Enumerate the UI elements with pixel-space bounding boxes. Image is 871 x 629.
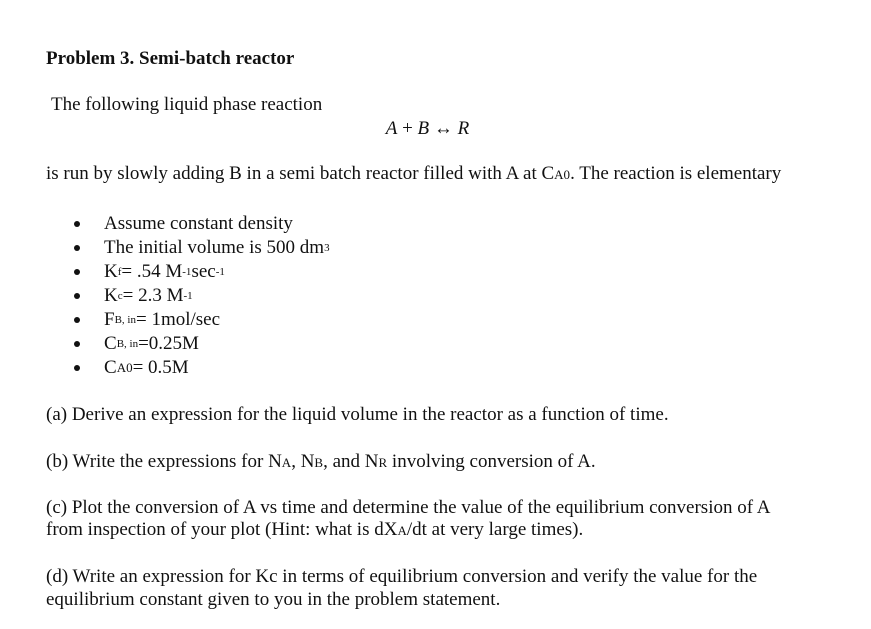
list-item: C B, in =0.25M: [74, 332, 330, 356]
list-item: K f = .54 M -1 sec -1: [74, 260, 330, 284]
list-item: C A0 = 0.5M: [74, 356, 330, 380]
given-conditions-list: [74, 212, 330, 380]
question-a: (a) Derive an expression for the liquid volume in the reactor as a function of time.: [46, 404, 669, 425]
list-item: F B, in = 1mol/sec: [74, 308, 330, 332]
bullet-icon: [74, 269, 80, 275]
question-d-line2: equilibrium constant given to you in the problem statement.: [46, 589, 501, 610]
species-r: R: [457, 118, 470, 139]
bullet-icon: [74, 341, 80, 347]
reversible-arrow-icon: ↔: [433, 118, 453, 139]
list-item: K c = 2.3 M -1: [74, 284, 330, 308]
problem-title: Problem 3. Semi-batch reactor: [46, 48, 295, 69]
run-statement: is run by slowly adding B in a semi batch reactor filled with A at CA0. The reaction is elementary: [46, 163, 782, 184]
bullet-icon: [74, 245, 80, 251]
species-b: B: [417, 118, 430, 139]
question-d-line1: (d) Write an expression for Kc in terms of equilibrium conversion and verify the value for the: [46, 566, 758, 587]
bullet-icon: [74, 317, 80, 323]
species-a: A: [385, 118, 398, 139]
reaction-equation: [0, 118, 871, 140]
bullet-icon: [74, 293, 80, 299]
list-item: The initial volume is 500 dm 3: [74, 236, 330, 260]
plus-sign: +: [402, 118, 413, 139]
intro-text: The following liquid phase reaction: [51, 94, 323, 115]
bullet-icon: [74, 365, 80, 371]
bullet-icon: [74, 221, 80, 227]
question-c-line1: (c) Plot the conversion of A vs time and determine the value of the equilibrium conversion of A: [46, 497, 771, 518]
question-b: (b) Write the expressions for NA, NB, and NR involving conversion of A.: [46, 451, 596, 472]
question-c-line2: from inspection of your plot (Hint: what is dXA/dt at very large times).: [46, 519, 584, 540]
list-item: Assume constant density: [74, 212, 330, 236]
